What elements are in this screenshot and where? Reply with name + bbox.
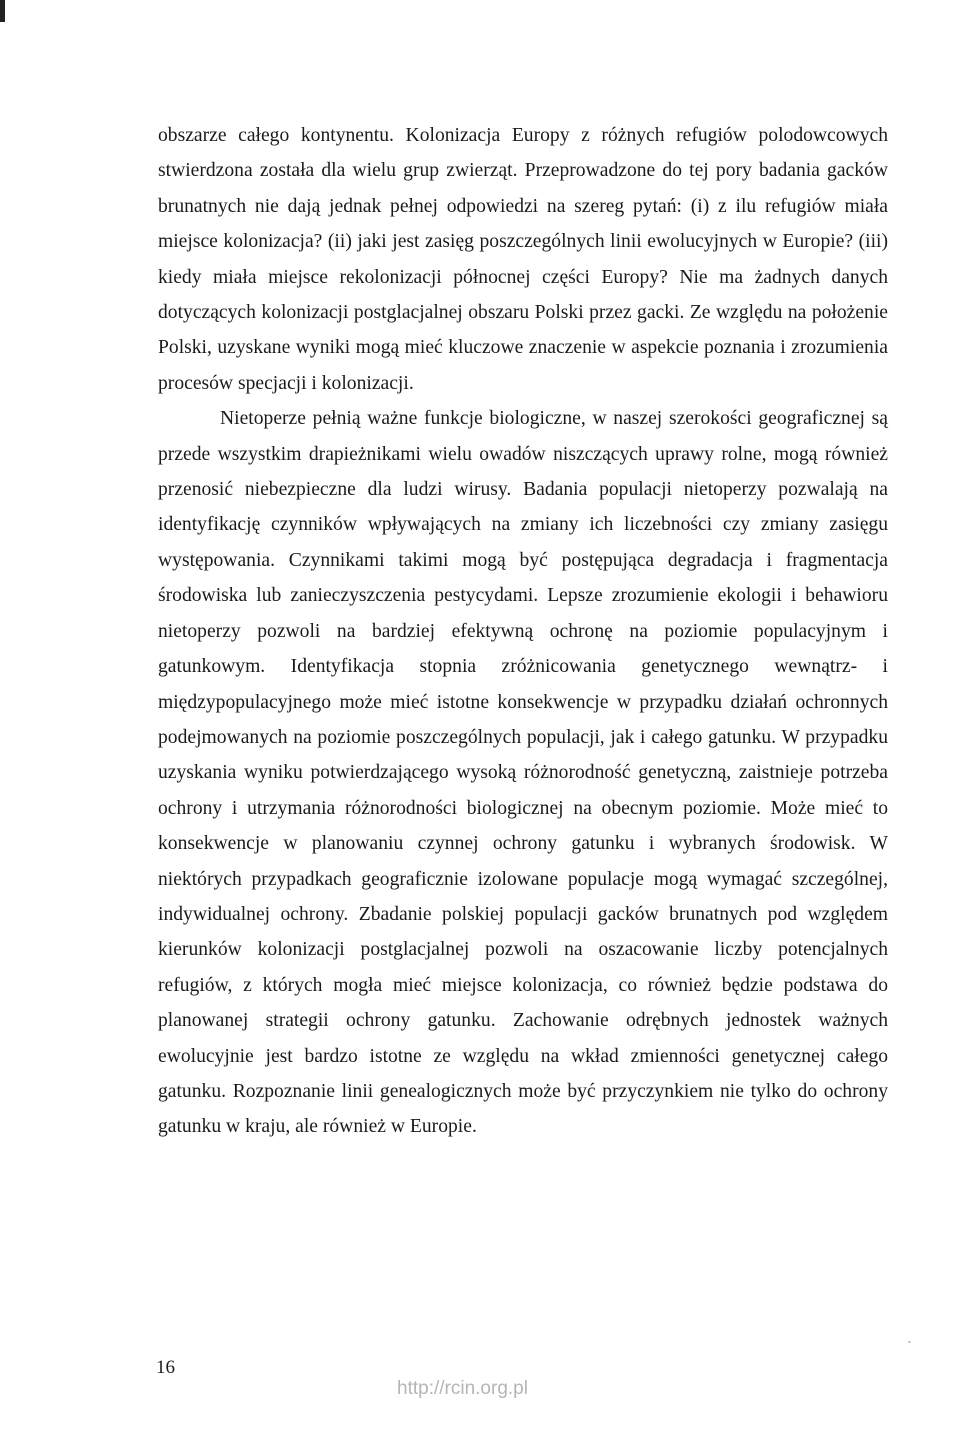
- scan-speck: •: [908, 1338, 911, 1347]
- page-number: 16: [156, 1357, 175, 1378]
- paragraph-1: obszarze całego kontynentu. Kolonizacja Europy z różnych refugiów polodowcowych stwierdzona została dla wielu grup zwierząt. Przeprowadzone do tej pory badania gacków brunatnych nie dają jednak pełnej odpowiedzi na szereg pytań: (i) z ilu refugiów miała miejsce kolonizacja? (ii) jaki jest zasięg poszczególnych linii ewolucyjnych w Europie? (iii) kiedy miała miejsce rekolonizacji północnej części Europy? Nie ma żadnych danych dotyczących kolonizacji postglacjalnej obszaru Polski przez gacki. Ze względu na położenie Polski, uzyskane wyniki mogą mieć kluczowe znaczenie w aspekcie poznania i zrozumienia procesów specjacji i kolonizacji.: [158, 125, 888, 394]
- paragraph-2: Nietoperze pełnią ważne funkcje biologiczne, w naszej szerokości geograficznej są przede wszystkim drapieżnikami wielu owadów niszczących uprawy rolne, mogą również przenosić niebezpieczne dla ludzi wirusy. Badania populacji nietoperzy pozwalają na identyfikację czynników wpływających na zmiany ich liczebności czy zmiany zasięgu występowania. Czynnikami takimi mogą być postępująca degradacja i fragmentacja środowiska lub zanieczyszczenia pestycydami. Lepsze zrozumienie ekologii i behawioru nietoperzy pozwoli na bardziej efektywną ochronę na poziomie populacyjnym i gatunkowym. Identyfikacja stopnia zróżnicowania genetycznego wewnątrz- i międzypopulacyjnego może mieć istotne konsekwencje w przypadku działań ochronnych podejmowanych na poziomie poszczególnych populacji, jak i całego gatunku. W przypadku uzyskania wyniku potwierdzającego wysoką różnorodność genetyczną, zaistnieje potrzeba ochrony i utrzymania różnorodności biologicznej na obecnym poziomie. Może mieć to konsekwencje w planowaniu czynnej ochrony gatunku i wybranych środowisk. W niektórych przypadkach geograficznie izolowane populacje mogą wymagać szczególnej, indywidualnej ochrony. Zbadanie polskiej populacji gacków brunatnych pod względem kierunków kolonizacji postglacjalnej pozwoli na oszacowanie liczby potencjalnych refugiów, z których mogła mieć miejsce kolonizacja, co również będzie podstawa do planowanej strategii ochrony gatunku. Zachowanie odrębnych jednostek ważnych ewolucyjnie jest bardzo istotne ze względu na wkład zmienności genetycznej całego gatunku. Rozpoznanie linii genealogicznych może być przyczynkiem nie tylko do ochrony gatunku w kraju, ale również w Europie.: [158, 408, 888, 1138]
- source-watermark: http://rcin.org.pl: [397, 1378, 528, 1399]
- page-body: [158, 118, 888, 1145]
- scan-edge-mark: [0, 0, 5, 22]
